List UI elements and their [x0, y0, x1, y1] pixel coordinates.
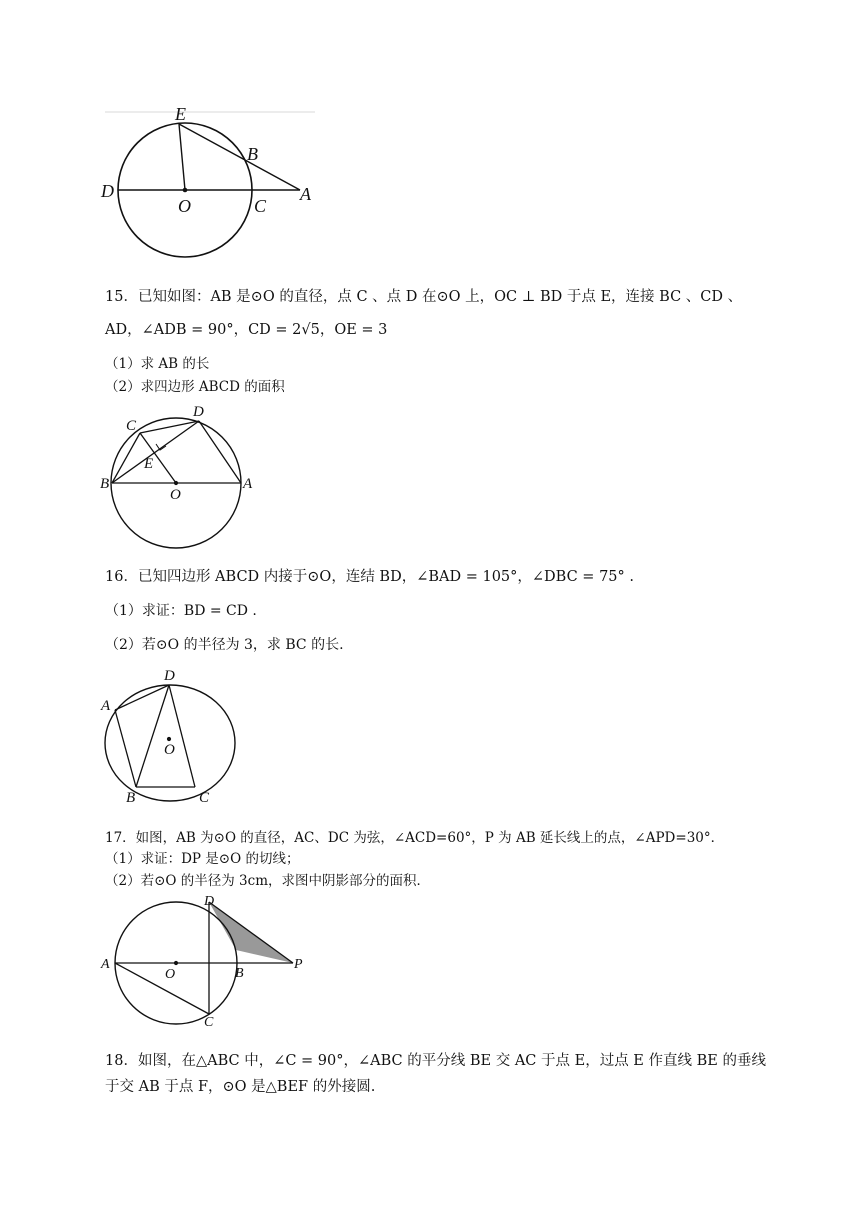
q16-part2: （2）若⊙O 的半径为 3，求 BC 的长.: [105, 637, 344, 653]
label-a: A: [300, 184, 311, 204]
q17-part2: （2）若⊙O 的半径为 3cm，求图中阴影部分的面积．: [105, 873, 431, 889]
label-c: C: [204, 1015, 214, 1030]
label-d: D: [204, 894, 215, 909]
label-o: O: [165, 967, 176, 982]
figure-q14: [95, 100, 325, 260]
label-o: O: [164, 742, 175, 758]
q15-line2: AD，∠ADB = 90°，CD = 2√5，OE = 3: [105, 322, 388, 338]
q15-part2: （2）求四边形 ABCD 的面积: [105, 379, 285, 395]
label-b: B: [126, 790, 136, 806]
label-e: E: [175, 104, 186, 124]
label-c: C: [254, 196, 267, 216]
label-c: C: [126, 418, 137, 434]
q18-line1: 18．如图，在△ABC 中，∠C = 90°，∠ABC 的平分线 BE 交 AC 于点 E，过点 E 作直线 BE 的垂线: [105, 1053, 766, 1069]
q16-part1: （1）求证：BD = CD .: [105, 603, 257, 619]
q18-line2: 于交 AB 于点 F，⊙O 是△BEF 的外接圆.: [105, 1079, 376, 1095]
q15-part1: （1）求 AB 的长: [105, 356, 210, 372]
label-e: E: [144, 456, 154, 472]
label-d: D: [101, 181, 114, 201]
label-o: O: [170, 487, 181, 503]
label-b: B: [100, 476, 110, 492]
label-c: C: [199, 790, 210, 806]
label-b: B: [235, 966, 244, 981]
q16-line1: 16．已知四边形 ABCD 内接于⊙O，连结 BD，∠BAD = 105°，∠DBC = 75° .: [105, 569, 634, 585]
label-p: P: [294, 957, 303, 972]
label-o: O: [178, 196, 191, 216]
label-d: D: [193, 404, 204, 420]
figure-q15: [98, 400, 268, 552]
label-a: A: [101, 698, 111, 714]
q17-line1: 17．如图，AB 为⊙O 的直径，AC、DC 为弦，∠ACD=60°，P 为 AB 延长线上的点，∠APD=30°．: [105, 830, 725, 846]
label-d: D: [164, 668, 175, 684]
label-b: B: [247, 144, 258, 164]
figure-q17: [96, 890, 326, 1030]
label-a: A: [243, 476, 253, 492]
figure-q16: [98, 664, 248, 806]
label-a: A: [101, 957, 110, 972]
q17-part1: （1）求证：DP 是⊙O 的切线；: [105, 851, 300, 867]
q15-line1: 15．已知如图：AB 是⊙O 的直径，点 C 、点 D 在⊙O 上，OC ⊥ BD 于点 E，连接 BC 、CD 、: [105, 289, 743, 305]
